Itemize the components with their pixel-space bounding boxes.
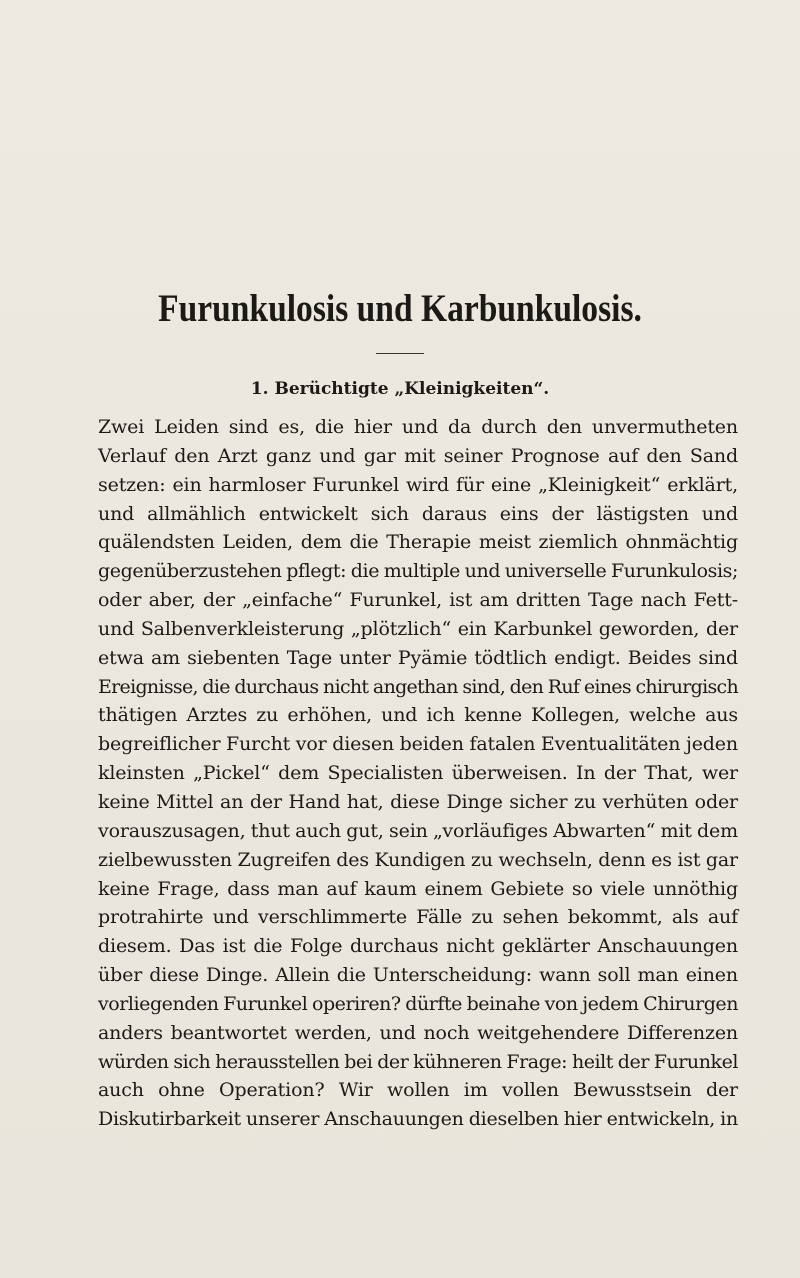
text-line: anders beantwortet werden, und noch weitgehendere Differenzen xyxy=(98,1021,738,1044)
text-line: auch ohne Operation? Wir wollen im vollen Bewusstsein der xyxy=(98,1079,738,1102)
text-line: vorliegenden Furunkel operiren? dürfte beinahe von jedem Chirurgen xyxy=(98,992,738,1015)
text-line: oder aber, der „einfache“ Furunkel, ist am dritten Tage nach Fett- xyxy=(98,589,738,612)
text-line: setzen: ein harmloser Furunkel wird für eine „Kleinigkeit“ erklärt, xyxy=(98,473,738,496)
text-line: und Salbenverkleisterung „plötzlich“ ein Karbunkel geworden, der xyxy=(98,617,738,640)
section-heading: 1. Berüchtigte „Kleinigkeiten“. xyxy=(250,379,550,399)
text-line: über diese Dinge. Allein die Unterscheidung: wann soll man einen xyxy=(98,964,738,987)
text-line: und allmählich entwickelt sich daraus eins der lästigsten und xyxy=(98,502,738,525)
text-line: würden sich herausstellen bei der kühneren Frage: heilt der Furunkel xyxy=(98,1050,738,1073)
text-line: kleinsten „Pickel“ dem Specialisten überweisen. In der That, wer xyxy=(98,762,738,785)
text-line: etwa am siebenten Tage unter Pyämie tödtlich endigt. Beides sind xyxy=(98,646,738,669)
title-divider xyxy=(376,353,424,354)
text-line: diesem. Das ist die Folge durchaus nicht geklärter Anschauungen xyxy=(98,935,738,958)
text-line: Verlauf den Arzt ganz und gar mit seiner Prognose auf den Sand xyxy=(98,444,738,467)
text-line: quälendsten Leiden, dem die Therapie meist ziemlich ohnmächtig xyxy=(98,531,738,554)
text-line: keine Mittel an der Hand hat, diese Dinge sicher zu verhüten oder xyxy=(98,790,738,813)
text-line: gegenüberzustehen pflegt: die multiple und universelle Furunkulosis; xyxy=(98,560,738,583)
text-line: protrahirte und verschlimmerte Fälle zu sehen bekommt, als auf xyxy=(98,906,738,929)
text-line: Diskutirbarkeit unserer Anschauungen dieselben hier entwickeln, in xyxy=(98,1108,738,1131)
text-line: Zwei Leiden sind es, die hier und da durch den unvermutheten xyxy=(98,416,738,438)
chapter-title: Furunkulosis und Karbunkulosis. xyxy=(158,287,642,330)
text-line: Ereignisse, die durchaus nicht angethan sind, den Ruf eines chirurgisch xyxy=(98,675,738,698)
text-line: begreiflicher Furcht vor diesen beiden fatalen Eventualitäten jeden xyxy=(98,733,738,756)
text-line: vorauszusagen, thut auch gut, sein „vorläufiges Abwarten“ mit dem xyxy=(98,819,738,842)
text-line: keine Frage, dass man auf kaum einem Gebiete so viele unnöthig xyxy=(98,877,738,900)
body-paragraph xyxy=(98,413,738,1134)
text-line: zielbewussten Zugreifen des Kundigen zu wechseln, denn es ist gar xyxy=(98,848,738,871)
text-line: thätigen Arztes zu erhöhen, und ich kenne Kollegen, welche aus xyxy=(98,704,738,727)
